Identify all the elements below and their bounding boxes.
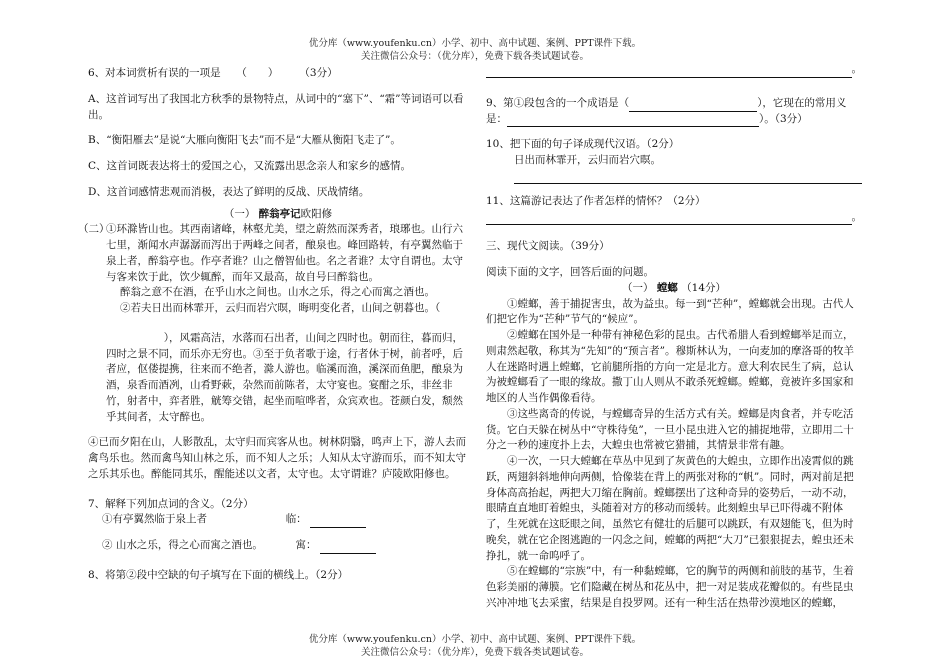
q8-answer-line — [486, 62, 862, 78]
mantis-title-score: （14分） — [681, 281, 727, 294]
mantis-paragraph-4: ④一次，一只大螳螂在草丛中见到了灰黄色的大蝗虫，立即作出凌霄似的跳跃，两翅斜斜地伸向两侧，恰像装在背上的两张对称的“帆”。同时，两对前足把身体高高抬起，两把大刀缩在胸前。螳螂摆出了这种奇异的姿势后，一动不动，眼睛直直地盯着蝗虫，头随着对方的移动而缓转。此刻蝗虫早已吓得魂不附体了，生死就在这眨眼之间，虽然它有健壮的后腿可以跳跃，有双翅能飞，但为时晚矣，就在它企图逃跑的一闪念之间，螳螂的两把“大刀”已狠狠捉去，蝗虫还未挣扎，就一命呜呼了。 — [486, 455, 854, 562]
mantis-title-text: 螳螂 — [656, 281, 678, 294]
q11-answer-blank[interactable] — [486, 210, 852, 225]
passage-body — [78, 222, 468, 425]
q7-item-2-word: 寓： — [295, 539, 317, 551]
section3-title: 三、现代文阅读。（39分） — [486, 240, 610, 253]
q9-stem-a: 9、第①段包含的一个成语是（ — [486, 96, 630, 109]
mantis-paragraph-1: ①螳螂，善于捕捉害虫，故为益虫。每一到“芒种”，螳螂就会出现。古代人们把它作为“芒种”节气的“候应”。 — [486, 297, 854, 326]
q7-item-2 — [88, 538, 468, 554]
passage-paragraph-2b: ），风霜高洁，水落而石出者，山间之四时也。朝而往，暮而归，四时之景不同，而乐亦无穷也。③至于负者歌于途，行者休于树，前者呼，后者应，伛偻提携，往来而不绝者，滁人游也。临溪而渔，溪深而鱼肥，酿泉为酒，泉香而酒冽，山肴野蔌，杂然而前陈者，太守宴也。宴酣之乐，非丝非竹，射者中，弈者胜，觥筹交错，起坐而喧哗者，众宾欢也。苍颜白发，颓然乎其间者，太守醉也。 — [106, 331, 463, 423]
passage-title-text: 醉翁亭记 — [258, 207, 301, 220]
section3-intro: 阅读下面的文字，回答后面的问题。 — [486, 266, 654, 278]
footer-line-2: 关注微信公众号：（优分库），免费下载各类试题试卷。 — [360, 647, 589, 658]
right-column — [486, 62, 862, 612]
q9-stem-c: ）。（3分） — [759, 112, 808, 125]
q10-stem: 10、把下面的句子译成现代汉语。（2分） — [486, 138, 680, 151]
q7-answer-blank-2[interactable] — [320, 553, 376, 554]
q7-item-1-text: ①有亭翼然临于泉上者 — [102, 513, 207, 526]
q7-item-1-word: 临： — [285, 513, 307, 526]
mantis-title — [486, 281, 862, 297]
left-column — [78, 60, 468, 584]
mantis-title-prefix: （一） — [621, 281, 654, 294]
passage-title — [88, 207, 468, 223]
passage-paragraph-4: ④已而夕阳在山，人影散乱，太守归而宾客从也。树林阴翳，鸣声上下，游人去而禽鸟乐也。然而禽鸟知山林之乐，而不知人之乐；人知从太守游而乐，而不知太守之乐其乐也。醉能同其乐，醒能述以文者，太守也。太守谓谁？庐陵欧阳修也。 — [88, 436, 466, 480]
q11-line-end: 。 — [851, 210, 862, 223]
passage-paragraph-1b: 醉翁之意不在酒，在乎山水之间也。山水之乐，得之心而寓之酒也。 — [120, 286, 435, 299]
mantis-paragraph-2: ②螳螂在国外是一种带有神秘色彩的昆虫。古代希腊人看到螳螂举足而立，则肃然起敬，称其为“先知”的“预言者”。穆斯林认为，一向麦加的摩洛哥的牧羊人在迷路时遇上螳螂，它前腿所指的方向一定是北方。意大利农民生了病，总认为被螳螂看了一眼的缘故。撒丁山人则从不敢杀死螳螂。螳螂，竟被许多国家和地区的人当作偶像看待。 — [486, 329, 854, 404]
q7-answer-blank-1[interactable] — [310, 527, 366, 528]
q9-stem-b: ），它现在的常用义是： — [486, 96, 847, 125]
q9-meaning-blank[interactable] — [507, 126, 759, 127]
mantis-paragraph-5: ⑤在螳螂的“宗族”中，有一种黏螳螂，它的胸节的两侧和前肢的基节，生着色彩美丽的薄膜。它们隐藏在树丛和花丛中，把一对足装成花瓣似的。有些昆虫兴冲冲地飞去采蜜，结果是自投罗网。还有一种生活在热带沙漠地区的螳螂， — [486, 565, 854, 609]
q9-stem — [486, 96, 862, 128]
header-line-2: 关注微信公众号：（优分库），免费下载各类试题试卷。 — [360, 51, 589, 62]
footer-line-1: 优分库（www.youfenku.cn）小学、初中、高中试题、案例、PPT课件下载。 — [308, 634, 642, 645]
passage-zuiwengting — [78, 222, 468, 425]
q6-option-a: A、这首词写出了我国北方秋季的景物特点，从词中的“塞下”、“霜”等词语可以看出。 — [88, 92, 464, 121]
q6-option-b: B、“衡阳雁去”是说“大雁向衡阳飞去”而不是“大雁从衡阳飞走了”。 — [88, 134, 401, 147]
q6-option-d: D、这首词感情悲观而消极，表达了鲜明的反战、厌战情绪。 — [88, 185, 370, 198]
q6-option-c: C、这首词既表达将士的爱国之心，又流露出思念亲人和家乡的感情。 — [88, 160, 412, 172]
q8-answer-blank[interactable] — [486, 63, 852, 78]
header-line-1: 优分库（www.youfenku.cn）小学、初中、高中试题、案例、PPT课件下载。 — [308, 38, 642, 49]
passage-tag: （二） — [78, 223, 110, 236]
passage-author: 欧阳修 — [300, 207, 333, 220]
passage-title-prefix: （一） — [223, 207, 256, 220]
q6-stem: 6、对本词赏析有误的一项是 （ ） （3分） — [88, 67, 338, 79]
q11-stem: 11、这篇游记表达了作者怎样的情怀？（2分） — [486, 194, 706, 207]
passage-paragraph-1: ①环滁皆山也。其西南诸峰，林壑尤美，望之蔚然而深秀者，琅琊也。山行六七里，渐闻水声潺潺而泻出于两峰之间者，酿泉也。峰回路转，有亭翼然临于泉上者，醉翁亭也。作亭者谁？山之僧智仙也。名之者谁？太守自谓也。太守与客来饮于此，饮少辄醉，而年又最高，故自号曰醉翁也。 — [106, 223, 463, 283]
q7-item-2-text: ② 山水之乐，得之心而寓之酒也。 — [102, 539, 263, 551]
page-footer — [0, 633, 950, 659]
q7-stem: 7、解释下列加点词的含义。（2分） — [88, 497, 254, 510]
q10-answer-blank[interactable] — [514, 169, 862, 184]
passage-paragraph-2: ②若夫日出而林霏开，云归而岩穴暝，晦明变化者，山间之朝暮也。（ — [120, 302, 441, 314]
q9-idiom-blank[interactable] — [629, 111, 757, 112]
q8-stem: 8、将第②段中空缺的句子填写在下面的横线上。（2分） — [88, 568, 349, 581]
q8-line-end: 。 — [851, 63, 862, 75]
mantis-paragraph-3: ③这些离奇的传说，与螳螂奇异的生活方式有关。螳螂是肉食者，并专吃活货。它白天躲在树丛中“守株待兔”，一旦小昆虫进入它的捕捉地带，立即用二十分之一秒的速度扑上去，大蝗虫也常被它猎捕，其情景非常有趣。 — [486, 407, 854, 452]
q11-answer-line — [486, 210, 862, 226]
q7-item-1 — [88, 512, 468, 528]
q10-sentence: 日出而林霏开，云归而岩穴暝。 — [514, 154, 661, 166]
